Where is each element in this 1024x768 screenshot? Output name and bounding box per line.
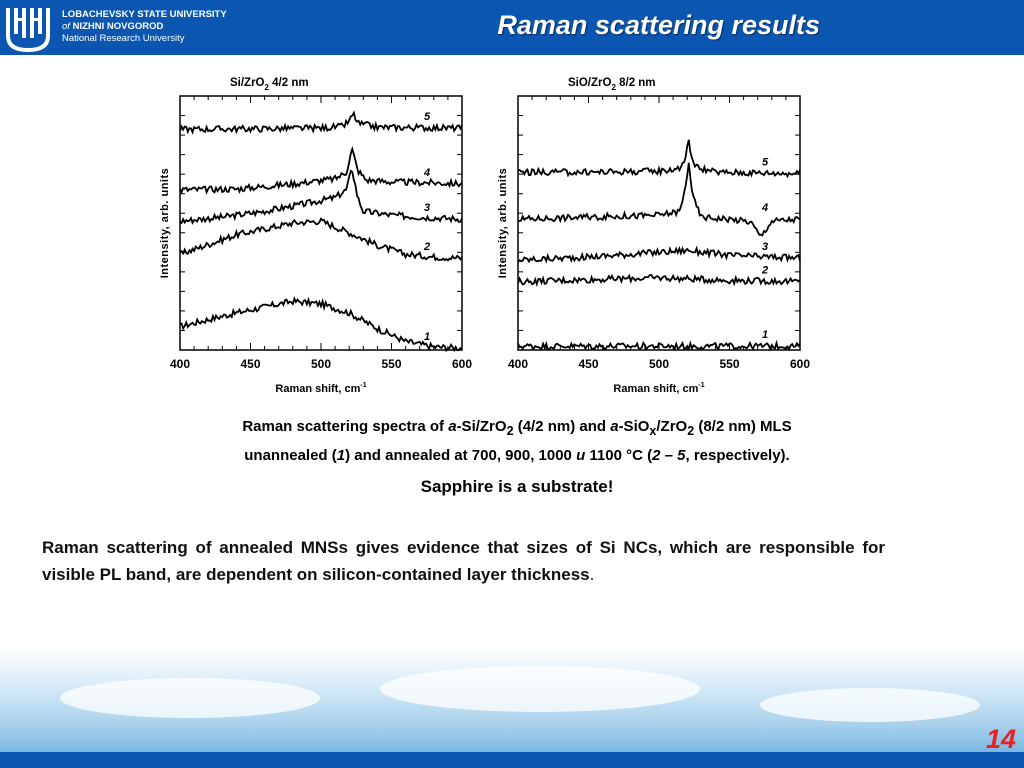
x-axis-label: [613, 382, 704, 395]
series-5-line: [180, 113, 462, 132]
raman-chart-si-zro2: [150, 66, 480, 396]
series-2-line: [518, 275, 800, 284]
page-number: 14: [985, 724, 1016, 754]
series-1-label: 1: [762, 329, 769, 342]
caption-text: /ZrO: [656, 418, 688, 435]
chart-title-base: SiO/ZrO: [568, 77, 612, 89]
caption-sub: 2: [506, 424, 514, 438]
caption-italic: 2 – 5: [652, 447, 686, 464]
caption-italic: a: [448, 418, 457, 435]
footer-sky-background: [0, 648, 1024, 752]
caption-text: -SiO: [618, 418, 650, 435]
body-paragraph: [42, 534, 885, 588]
caption-text: unannealed (: [244, 447, 337, 464]
x-tick-label: 450: [240, 357, 261, 371]
header-bar: [0, 0, 1024, 55]
x-tick-label: 400: [507, 357, 529, 371]
series-3-label: 3: [762, 241, 769, 254]
series-2-label: 2: [424, 241, 431, 254]
figure-caption-line1: [100, 418, 934, 438]
x-axis-label: [275, 382, 366, 395]
series-4-label: 4: [762, 202, 769, 215]
series-4-label: 4: [424, 166, 431, 179]
caption-text: 1100 °C (: [585, 447, 653, 464]
x-tick-label: 500: [648, 357, 670, 371]
university-of: of: [62, 21, 70, 32]
x-tick-label: 500: [310, 357, 332, 371]
x-axis-label-text: Raman shift, cm: [613, 383, 699, 395]
cloud-shape: [380, 666, 700, 712]
university-city: NIZHNI NOVGOROD: [72, 21, 164, 32]
chart-title-rest: 4/2 nm: [268, 77, 309, 89]
caption-text: ) and annealed at 700, 900, 1000: [345, 447, 577, 464]
series-5-line: [518, 140, 800, 177]
series-3-line: [518, 248, 800, 262]
x-tick-label: 600: [789, 357, 811, 371]
x-tick-label: 600: [451, 357, 473, 371]
series-1-label: 1: [424, 331, 431, 344]
university-line1: LOBACHEVSKY STATE UNIVERSITY: [62, 9, 227, 20]
cloud-shape: [60, 678, 320, 718]
raman-chart-sio-zro2: [488, 66, 818, 396]
caption-text: Raman scattering spectra of: [242, 418, 449, 435]
series-1-line: [180, 299, 462, 351]
x-tick-label: 450: [578, 357, 599, 371]
caption-text: (4/2 nm) and: [513, 418, 611, 435]
series-5-label: 5: [424, 111, 431, 124]
caption-italic: 1: [336, 447, 346, 464]
chart-title-base: Si/ZrO: [230, 77, 265, 89]
figure-caption-line2: [100, 447, 934, 464]
x-axis-label-sup: -1: [698, 382, 705, 389]
x-axis-label-text: Raman shift, cm: [275, 383, 361, 395]
y-axis-label: Intensity, arb. units: [497, 167, 509, 279]
body-period: .: [589, 565, 595, 584]
x-tick-label: 400: [169, 357, 191, 371]
caption-italic: a: [610, 418, 619, 435]
series-2-label: 2: [762, 264, 769, 277]
cloud-shape: [760, 688, 980, 722]
caption-text: , respectively).: [685, 447, 790, 464]
chart-title-sub: 2: [264, 83, 269, 92]
caption-sub: x: [649, 424, 657, 438]
caption-italic: и: [576, 447, 586, 464]
x-tick-label: 550: [719, 357, 740, 371]
footer-bar: [0, 752, 1024, 768]
x-tick-label: 550: [381, 357, 402, 371]
y-axis-label: Intensity, arb. units: [159, 167, 171, 279]
caption-text: -Si/ZrO: [456, 418, 507, 435]
series-2-line: [180, 219, 462, 261]
series-5-label: 5: [762, 156, 769, 169]
substrate-note: Sapphire is a substrate!: [420, 477, 614, 496]
university-line3: National Research University: [62, 33, 185, 44]
caption-text: (8/2 nm) MLS: [694, 418, 792, 435]
chart-title-rest: 8/2 nm: [615, 77, 656, 89]
chart-title-sub: 2: [611, 83, 616, 92]
body-text: Raman scattering of annealed MNSs gives evidence that sizes of Si NCs, which are responsible for visible PL band, are dependent on silicon-contained layer thickness: [42, 538, 885, 584]
x-axis-label-sup: -1: [360, 382, 367, 389]
series-3-label: 3: [424, 202, 431, 215]
slide-title: Raman scattering results: [497, 10, 820, 40]
chart-title: [230, 77, 309, 92]
plot-frame: [180, 96, 462, 350]
series-4-line: [180, 149, 462, 192]
chart-title: [568, 77, 656, 92]
caption-sub: 2: [687, 424, 695, 438]
